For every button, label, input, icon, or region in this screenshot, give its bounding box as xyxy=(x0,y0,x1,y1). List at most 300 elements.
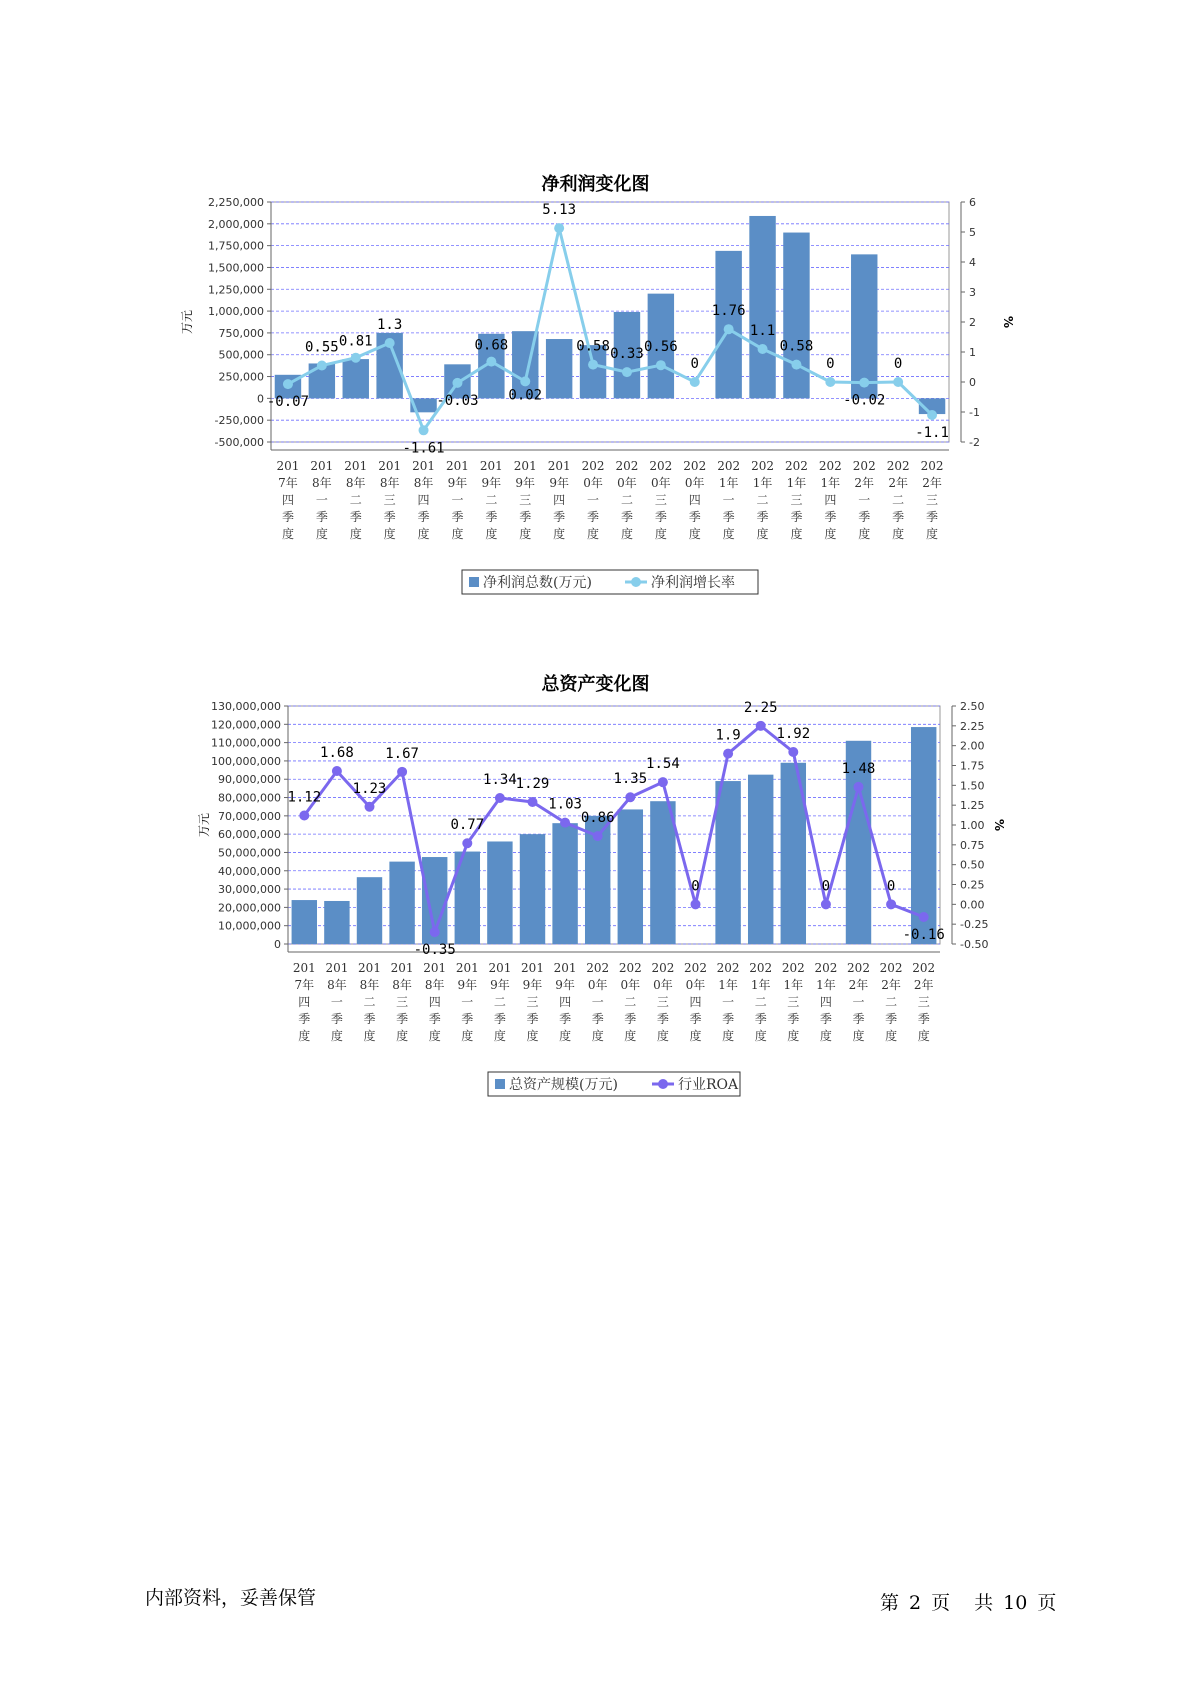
x-tick-label: 2年 xyxy=(854,476,875,490)
x-tick-label: 四 xyxy=(824,493,837,507)
total-assets-chart-svg xyxy=(0,695,1191,1135)
data-label: 1.67 xyxy=(385,745,419,762)
footer-note: 内部资料，妥善保管 xyxy=(145,1587,317,1609)
x-tick-label: 201 xyxy=(412,459,436,473)
y2-tick-label: -1 xyxy=(969,406,980,419)
data-point xyxy=(419,425,429,435)
x-tick-label: 度 xyxy=(559,1029,572,1043)
x-tick-label: 1年 xyxy=(752,476,773,490)
y-tick-label: -500,000 xyxy=(214,436,264,449)
bar xyxy=(520,834,545,944)
x-tick-label: 0年 xyxy=(620,978,641,992)
x-tick-label: 季 xyxy=(892,510,905,524)
data-point xyxy=(658,777,668,787)
y-tick-label: 100,000,000 xyxy=(211,754,281,768)
x-tick-label: 202 xyxy=(847,961,870,975)
x-tick-label: 202 xyxy=(618,961,642,975)
x-tick-label: 季 xyxy=(451,510,464,524)
chart-title: 总资产变化图 xyxy=(541,674,650,695)
x-tick-label: 季 xyxy=(363,1012,376,1026)
page-indicator xyxy=(880,1588,1066,1615)
data-point xyxy=(486,357,496,367)
x-tick-label: 度 xyxy=(756,527,769,541)
data-label: 1.3 xyxy=(377,317,403,333)
y2-tick-label: 0.00 xyxy=(960,898,985,912)
data-label: 1.03 xyxy=(548,796,582,813)
legend-marker-swatch xyxy=(631,577,641,587)
data-point xyxy=(788,747,798,757)
total-assets-chart xyxy=(0,655,1191,1125)
x-tick-label: 2年 xyxy=(888,476,908,490)
x-tick-label: 1年 xyxy=(718,476,739,490)
y-tick-label: 2,000,000 xyxy=(208,217,264,231)
x-tick-label: 2年 xyxy=(922,476,942,490)
x-tick-label: 三 xyxy=(917,995,930,1009)
x-tick-label: 季 xyxy=(591,1012,604,1026)
data-label: 0 xyxy=(691,878,700,895)
data-label: 0.33 xyxy=(610,346,644,363)
y-tick-label: 1,750,000 xyxy=(208,239,264,253)
x-tick-label: 季 xyxy=(917,1012,930,1026)
x-tick-label: 度 xyxy=(790,527,803,541)
x-tick-label: 1年 xyxy=(718,978,738,992)
x-tick-label: 201 xyxy=(455,961,479,975)
x-tick-label: 度 xyxy=(722,1029,735,1043)
data-label: 1.35 xyxy=(613,771,648,788)
data-point xyxy=(317,361,327,371)
x-tick-label: 季 xyxy=(559,1012,572,1026)
y-tick-label: 70,000,000 xyxy=(218,809,281,823)
x-tick-label: 三 xyxy=(787,995,800,1009)
data-label: 0.81 xyxy=(338,333,373,350)
x-tick-label: 9年 xyxy=(549,476,569,490)
y2-tick-label: -0.50 xyxy=(960,938,989,951)
data-point xyxy=(919,912,929,922)
x-tick-label: 四 xyxy=(553,493,566,507)
y-tick-label: 1,500,000 xyxy=(208,261,264,275)
bar xyxy=(389,862,414,944)
bar xyxy=(487,841,512,944)
x-tick-label: 季 xyxy=(858,510,871,524)
x-tick-label: 202 xyxy=(586,961,610,975)
y-tick-label: 120,000,000 xyxy=(211,718,281,732)
x-tick-label: 9年 xyxy=(490,978,510,992)
x-tick-label: 度 xyxy=(587,527,600,541)
data-label: 1.68 xyxy=(320,745,354,762)
data-label: 0 xyxy=(886,878,896,895)
x-tick-label: 8年 xyxy=(359,978,380,992)
y2-tick-label: 2 xyxy=(969,316,976,329)
x-tick-label: 202 xyxy=(581,459,605,473)
data-label: 1.34 xyxy=(483,772,517,789)
y-tick-label: 0 xyxy=(274,938,281,951)
x-tick-label: 四 xyxy=(417,493,430,507)
x-tick-label: 季 xyxy=(330,1012,343,1026)
x-tick-label: 季 xyxy=(587,510,600,524)
x-tick-label: 季 xyxy=(493,1012,506,1026)
y2-tick-label: 2.50 xyxy=(960,700,985,713)
data-label: -0.16 xyxy=(902,927,945,944)
x-tick-label: 202 xyxy=(649,459,673,473)
data-point xyxy=(430,927,440,937)
x-tick-label: 三 xyxy=(654,493,667,507)
total-word: 共 xyxy=(974,1592,994,1614)
x-tick-label: 度 xyxy=(485,527,498,541)
bar xyxy=(343,359,369,398)
x-tick-label: 1年 xyxy=(816,978,836,992)
y2-tick-label: 1.25 xyxy=(960,799,985,813)
bar xyxy=(618,809,643,944)
x-tick-label: 季 xyxy=(281,510,294,524)
data-point xyxy=(397,767,407,777)
y-tick-label: 250,000 xyxy=(218,370,264,384)
x-tick-label: 度 xyxy=(298,1029,311,1043)
x-tick-label: 三 xyxy=(383,493,396,507)
data-point xyxy=(593,831,603,841)
data-label: -1.61 xyxy=(402,440,445,457)
x-tick-label: 202 xyxy=(886,459,910,473)
bar xyxy=(324,901,349,944)
x-tick-label: 一 xyxy=(461,995,474,1009)
data-point xyxy=(859,378,869,388)
x-tick-label: 季 xyxy=(624,1012,637,1026)
x-tick-label: 度 xyxy=(428,1029,441,1043)
x-tick-label: 一 xyxy=(587,493,600,507)
data-label: 1.92 xyxy=(776,726,811,743)
x-tick-label: 季 xyxy=(885,1012,898,1026)
x-tick-label: 202 xyxy=(814,961,838,975)
data-label: -0.07 xyxy=(266,394,310,411)
x-tick-label: 季 xyxy=(790,510,803,524)
legend-label: 净利润总数(万元) xyxy=(483,575,592,591)
y2-tick-label: 1.50 xyxy=(960,779,985,793)
bar xyxy=(911,727,936,944)
x-tick-label: 二 xyxy=(349,493,362,507)
x-tick-label: 度 xyxy=(383,527,396,541)
y-tick-label: 130,000,000 xyxy=(211,700,281,713)
x-tick-label: 四 xyxy=(688,493,701,507)
x-tick-label: 202 xyxy=(879,961,903,975)
data-point xyxy=(462,838,472,848)
data-label: 5.13 xyxy=(542,202,577,219)
y2-tick-label: 0 xyxy=(969,376,976,389)
data-point xyxy=(528,797,538,807)
data-point xyxy=(299,810,309,820)
x-tick-label: 四 xyxy=(298,995,311,1009)
y-tick-label: 10,000,000 xyxy=(218,919,281,933)
x-tick-label: 202 xyxy=(912,961,936,975)
x-tick-label: 201 xyxy=(488,961,512,975)
x-tick-label: 202 xyxy=(684,961,707,975)
y-tick-label: 60,000,000 xyxy=(218,828,281,842)
x-tick-label: 202 xyxy=(717,459,741,473)
data-point xyxy=(886,899,896,909)
x-tick-label: 度 xyxy=(396,1029,409,1043)
x-tick-label: 度 xyxy=(461,1029,474,1043)
x-tick-label: 202 xyxy=(749,961,773,975)
legend-label: 总资产规模(万元) xyxy=(509,1077,618,1093)
x-tick-label: 201 xyxy=(521,961,544,975)
x-tick-label: 季 xyxy=(417,510,430,524)
x-tick-label: 度 xyxy=(519,527,532,541)
x-tick-label: 202 xyxy=(818,459,842,473)
data-point xyxy=(365,802,375,812)
x-tick-label: 季 xyxy=(620,510,633,524)
x-tick-label: 8年 xyxy=(424,978,445,992)
y-tick-label: -250,000 xyxy=(214,414,264,428)
data-label: 0.56 xyxy=(643,339,678,356)
y2-tick-label: -2 xyxy=(969,436,980,449)
data-point xyxy=(927,410,937,420)
data-label: 0.77 xyxy=(450,817,485,834)
y2-tick-label: 5 xyxy=(969,226,976,239)
x-tick-label: 201 xyxy=(423,961,447,975)
bar xyxy=(851,254,877,398)
x-tick-label: 四 xyxy=(428,995,441,1009)
legend-label: 行业ROA xyxy=(678,1077,739,1093)
x-tick-label: 8年 xyxy=(327,978,347,992)
x-tick-label: 三 xyxy=(656,995,669,1009)
x-tick-label: 度 xyxy=(917,1029,930,1043)
y2-tick-label: 1 xyxy=(969,346,976,359)
x-tick-label: 二 xyxy=(754,995,767,1009)
data-label: 0.58 xyxy=(779,338,814,355)
data-point xyxy=(758,344,768,354)
y2-tick-label: 0.25 xyxy=(960,878,985,892)
x-tick-label: 季 xyxy=(926,510,939,524)
y-tick-label: 2,250,000 xyxy=(208,196,264,209)
x-tick-label: 度 xyxy=(349,527,362,541)
data-point xyxy=(854,782,864,792)
legend-bar-swatch xyxy=(469,577,479,587)
data-label: 1.29 xyxy=(515,775,550,792)
data-point xyxy=(825,377,835,387)
data-point xyxy=(332,766,342,776)
x-tick-label: 8年 xyxy=(392,978,412,992)
x-tick-label: 季 xyxy=(656,1012,669,1026)
data-label: 1.23 xyxy=(352,780,387,797)
x-tick-label: 202 xyxy=(781,961,805,975)
x-tick-label: 0年 xyxy=(653,978,673,992)
y-tick-label: 20,000,000 xyxy=(218,901,281,915)
x-tick-label: 9年 xyxy=(481,476,502,490)
x-tick-label: 度 xyxy=(787,1029,800,1043)
y2-tick-label: 6 xyxy=(969,196,976,209)
x-tick-label: 三 xyxy=(790,493,803,507)
net-profit-chart xyxy=(0,155,1191,635)
x-tick-label: 8年 xyxy=(345,476,366,490)
x-tick-label: 二 xyxy=(756,493,769,507)
x-tick-label: 1年 xyxy=(783,978,804,992)
x-tick-label: 季 xyxy=(722,510,735,524)
x-tick-label: 一 xyxy=(451,493,464,507)
x-tick-label: 201 xyxy=(390,961,414,975)
data-point xyxy=(622,367,632,377)
data-point xyxy=(351,353,361,363)
x-tick-label: 三 xyxy=(396,995,409,1009)
x-tick-label: 度 xyxy=(656,1029,669,1043)
x-tick-label: 季 xyxy=(298,1012,311,1026)
x-tick-label: 一 xyxy=(315,493,328,507)
x-tick-label: 9年 xyxy=(555,978,575,992)
x-tick-label: 201 xyxy=(325,961,349,975)
x-tick-label: 201 xyxy=(358,961,381,975)
x-tick-label: 9年 xyxy=(457,978,478,992)
x-tick-label: 度 xyxy=(553,527,566,541)
x-tick-label: 季 xyxy=(315,510,328,524)
x-tick-label: 二 xyxy=(363,995,376,1009)
data-point xyxy=(690,377,700,387)
x-tick-label: 二 xyxy=(620,493,633,507)
x-tick-label: 季 xyxy=(722,1012,735,1026)
bar xyxy=(749,216,775,398)
data-point xyxy=(893,377,903,387)
x-tick-label: 季 xyxy=(756,510,769,524)
x-tick-label: 201 xyxy=(553,961,577,975)
x-tick-label: 2年 xyxy=(848,978,869,992)
data-label: 0 xyxy=(821,878,831,895)
x-tick-label: 202 xyxy=(784,459,808,473)
y2-axis-title: % xyxy=(1001,315,1015,329)
legend-bar-swatch xyxy=(495,1079,505,1089)
x-tick-label: 度 xyxy=(526,1029,539,1043)
data-point xyxy=(756,721,766,731)
data-point xyxy=(452,378,462,388)
y-tick-label: 0 xyxy=(257,392,264,406)
x-tick-label: 9年 xyxy=(515,476,536,490)
x-tick-label: 0年 xyxy=(587,978,608,992)
bar xyxy=(650,801,675,944)
x-tick-label: 三 xyxy=(519,493,532,507)
x-tick-label: 度 xyxy=(654,527,667,541)
y-tick-label: 1,000,000 xyxy=(208,305,264,319)
x-tick-label: 度 xyxy=(892,527,905,541)
x-tick-label: 度 xyxy=(363,1029,376,1043)
data-label: 1.48 xyxy=(841,760,876,777)
x-tick-label: 度 xyxy=(858,527,871,541)
page-word: 第 xyxy=(880,1592,900,1614)
x-tick-label: 201 xyxy=(344,459,368,473)
y-tick-label: 1,250,000 xyxy=(208,283,264,297)
x-tick-label: 季 xyxy=(553,510,566,524)
bar xyxy=(357,877,382,944)
total-pages: 10 xyxy=(1003,1592,1028,1614)
x-tick-label: 201 xyxy=(479,459,503,473)
data-label: -0.03 xyxy=(436,392,479,409)
x-tick-label: 季 xyxy=(428,1012,441,1026)
x-tick-label: 四 xyxy=(689,995,702,1009)
x-tick-label: 0年 xyxy=(651,476,671,490)
data-label: 1.1 xyxy=(749,323,776,339)
total-word: 页 xyxy=(1037,1592,1057,1614)
data-label: 1.54 xyxy=(646,756,680,773)
x-tick-label: 二 xyxy=(892,493,905,507)
x-tick-label: 季 xyxy=(461,1012,474,1026)
data-label: -0.35 xyxy=(413,942,456,959)
data-label: 0.86 xyxy=(580,810,615,827)
x-tick-label: 202 xyxy=(920,459,944,473)
x-tick-label: 三 xyxy=(526,995,539,1009)
x-tick-label: 度 xyxy=(330,1029,343,1043)
x-tick-label: 度 xyxy=(417,527,430,541)
x-tick-label: 202 xyxy=(751,459,775,473)
x-tick-label: 度 xyxy=(824,527,837,541)
x-tick-label: 季 xyxy=(396,1012,409,1026)
x-tick-label: 202 xyxy=(651,961,675,975)
data-point xyxy=(691,899,701,909)
page-number: 2 xyxy=(909,1592,922,1614)
data-label: 0.58 xyxy=(576,338,610,355)
x-tick-label: 四 xyxy=(559,995,572,1009)
y2-tick-label: 2.25 xyxy=(960,719,985,733)
legend-marker-swatch xyxy=(658,1079,668,1089)
x-tick-label: 季 xyxy=(526,1012,539,1026)
x-tick-label: 度 xyxy=(688,527,701,541)
y2-tick-label: 3 xyxy=(969,286,976,299)
bar xyxy=(546,339,572,398)
y-tick-label: 90,000,000 xyxy=(218,773,281,787)
x-tick-label: 0年 xyxy=(617,476,637,490)
data-point xyxy=(385,338,395,348)
x-tick-label: 季 xyxy=(485,510,498,524)
y-tick-label: 110,000,000 xyxy=(211,736,281,750)
data-point xyxy=(791,360,801,370)
x-tick-label: 度 xyxy=(852,1029,865,1043)
x-tick-label: 季 xyxy=(787,1012,800,1026)
data-point xyxy=(283,379,293,389)
x-tick-label: 度 xyxy=(315,527,328,541)
x-tick-label: 季 xyxy=(519,510,532,524)
x-tick-label: 二 xyxy=(885,995,898,1009)
y2-axis-title: % xyxy=(992,818,1006,832)
x-tick-label: 四 xyxy=(281,493,294,507)
x-tick-label: 9年 xyxy=(447,476,468,490)
x-tick-label: 季 xyxy=(654,510,667,524)
x-tick-label: 三 xyxy=(926,493,939,507)
x-tick-label: 一 xyxy=(591,995,604,1009)
x-tick-label: 度 xyxy=(754,1029,767,1043)
data-label: 0.55 xyxy=(304,339,339,356)
x-tick-label: 四 xyxy=(819,995,832,1009)
y2-tick-label: -0.25 xyxy=(960,918,989,932)
x-tick-label: 季 xyxy=(754,1012,767,1026)
data-point xyxy=(560,818,570,828)
x-tick-label: 201 xyxy=(292,961,316,975)
legend-label: 净利润增长率 xyxy=(651,575,735,591)
x-tick-label: 二 xyxy=(624,995,637,1009)
bar xyxy=(292,900,317,944)
x-tick-label: 度 xyxy=(451,527,464,541)
x-tick-label: 一 xyxy=(722,493,735,507)
x-tick-label: 201 xyxy=(513,459,537,473)
y-tick-label: 30,000,000 xyxy=(218,883,281,897)
page-word: 页 xyxy=(931,1592,951,1614)
bar xyxy=(552,823,577,944)
data-label: 0 xyxy=(690,356,699,372)
x-tick-label: 0年 xyxy=(583,476,603,490)
y-tick-label: 500,000 xyxy=(218,348,264,362)
x-tick-label: 202 xyxy=(615,459,639,473)
y2-tick-label: 1.75 xyxy=(960,759,985,773)
x-tick-label: 201 xyxy=(547,459,571,473)
x-tick-label: 度 xyxy=(281,527,294,541)
y-tick-label: 50,000,000 xyxy=(218,846,281,860)
x-tick-label: 7年 xyxy=(278,476,298,490)
data-label: -1.1 xyxy=(915,425,949,441)
y2-tick-label: 2.00 xyxy=(960,739,985,753)
x-tick-label: 度 xyxy=(493,1029,506,1043)
x-tick-label: 季 xyxy=(349,510,362,524)
